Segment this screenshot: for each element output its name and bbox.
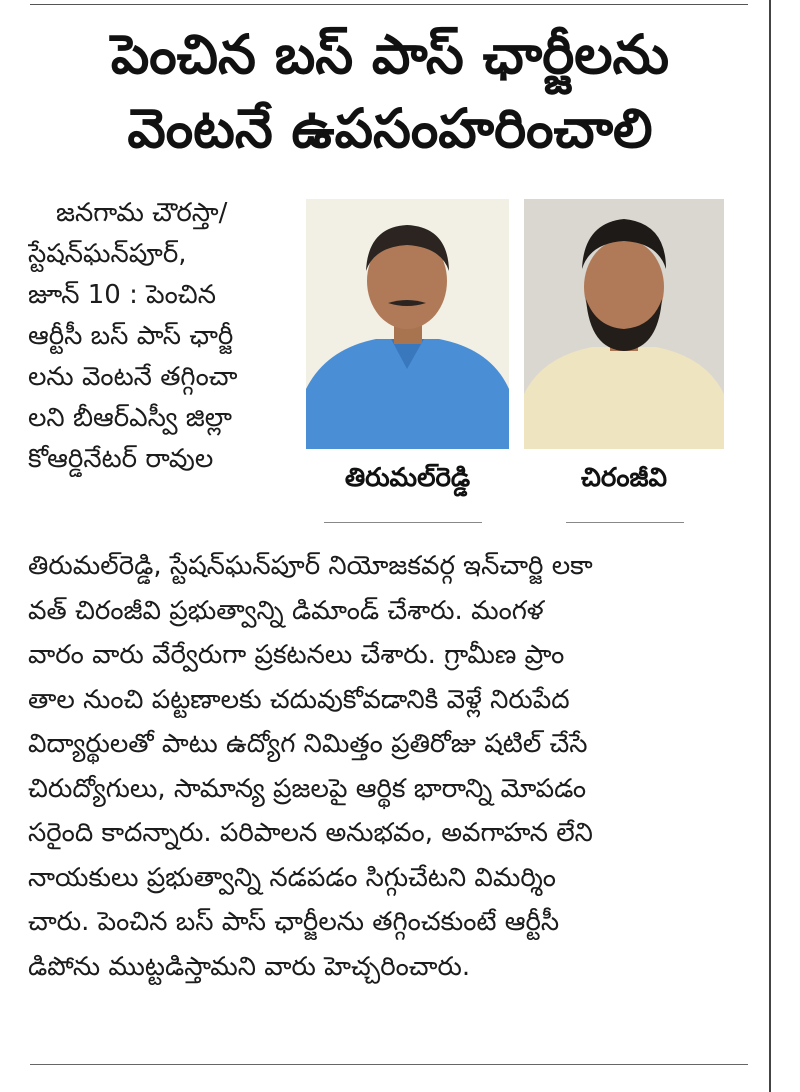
caption-2: చిరంజీవి <box>580 463 667 493</box>
headline-line-2: వెంటనే ఉపసంహరించాలి <box>127 97 653 160</box>
body-line: చిరుద్యోగులు, సామాన్య ప్రజలపై ఆర్థిక భారాన్ని మోపడం <box>28 773 587 804</box>
body-line: డిపోను ముట్టడిస్తామని వారు హెచ్చరించారు. <box>28 951 471 982</box>
intro-line: లని బీఆర్‌ఎస్వీ జిల్లా <box>28 403 233 433</box>
caption-2-rule <box>566 522 684 523</box>
intro-line: కోఆర్డినేటర్ రావుల <box>28 444 214 474</box>
top-rule <box>30 4 748 5</box>
body-line: తిరుమల్‌రెడ్డి, స్టేషన్‌ఘన్‌పూర్ నియోజకవర్గ ఇన్‌చార్జి లకా <box>28 551 593 581</box>
caption-1: తిరుమల్‌రెడ్డి <box>344 463 471 493</box>
headline-line-1: పెంచిన బస్ పాస్ ఛార్జీలను <box>110 23 670 86</box>
body-line: సరైంది కాదన్నారు. పరిపాలన అనుభవం, అవగాహన లేని <box>28 818 593 848</box>
body-line: వారం వారు వేర్వేరుగా ప్రకటనలు చేశారు. గ్రామీణ ప్రాం <box>28 640 565 670</box>
intro-text <box>28 193 286 480</box>
body-line: తాల నుంచి పట్టణాలకు చదువుకోవడానికి వెళ్లే నిరుపేద <box>28 684 570 715</box>
article-body <box>28 544 746 989</box>
intro-line: జూన్ 10 : పెంచిన <box>28 280 216 310</box>
intro-line: జనగామ చౌరస్తా/ <box>56 198 228 228</box>
portrait-photo-icon <box>524 199 724 449</box>
caption-1-rule <box>324 522 482 523</box>
body-line: చారు. పెంచిన బస్ పాస్ ఛార్జీలను తగ్గించకుంటే ఆర్టీసీ <box>28 907 560 937</box>
column-divider <box>769 0 771 1092</box>
body-line: విద్యార్థులతో పాటు ఉద్యోగ నిమిత్తం ప్రతిరోజు షటిల్ చేసే <box>28 729 588 759</box>
body-line: నాయకులు ప్రభుత్వాన్ని నడపడం సిగ్గుచేటని విమర్శిం <box>28 862 556 893</box>
portrait-photo-icon <box>306 199 509 449</box>
portrait-photo-2 <box>524 199 724 449</box>
headline <box>30 18 750 166</box>
intro-line: లను వెంటనే తగ్గించా <box>28 362 238 392</box>
bottom-rule <box>30 1064 748 1065</box>
intro-line: స్టేషన్‌ఘన్‌పూర్, <box>28 239 187 269</box>
portrait-photo-1 <box>306 199 509 449</box>
body-line: వత్ చిరంజీవి ప్రభుత్వాన్ని డిమాండ్ చేశారు. మంగళ <box>28 595 544 626</box>
intro-line: ఆర్టీసీ బస్ పాస్ ఛార్జీ <box>28 321 234 351</box>
